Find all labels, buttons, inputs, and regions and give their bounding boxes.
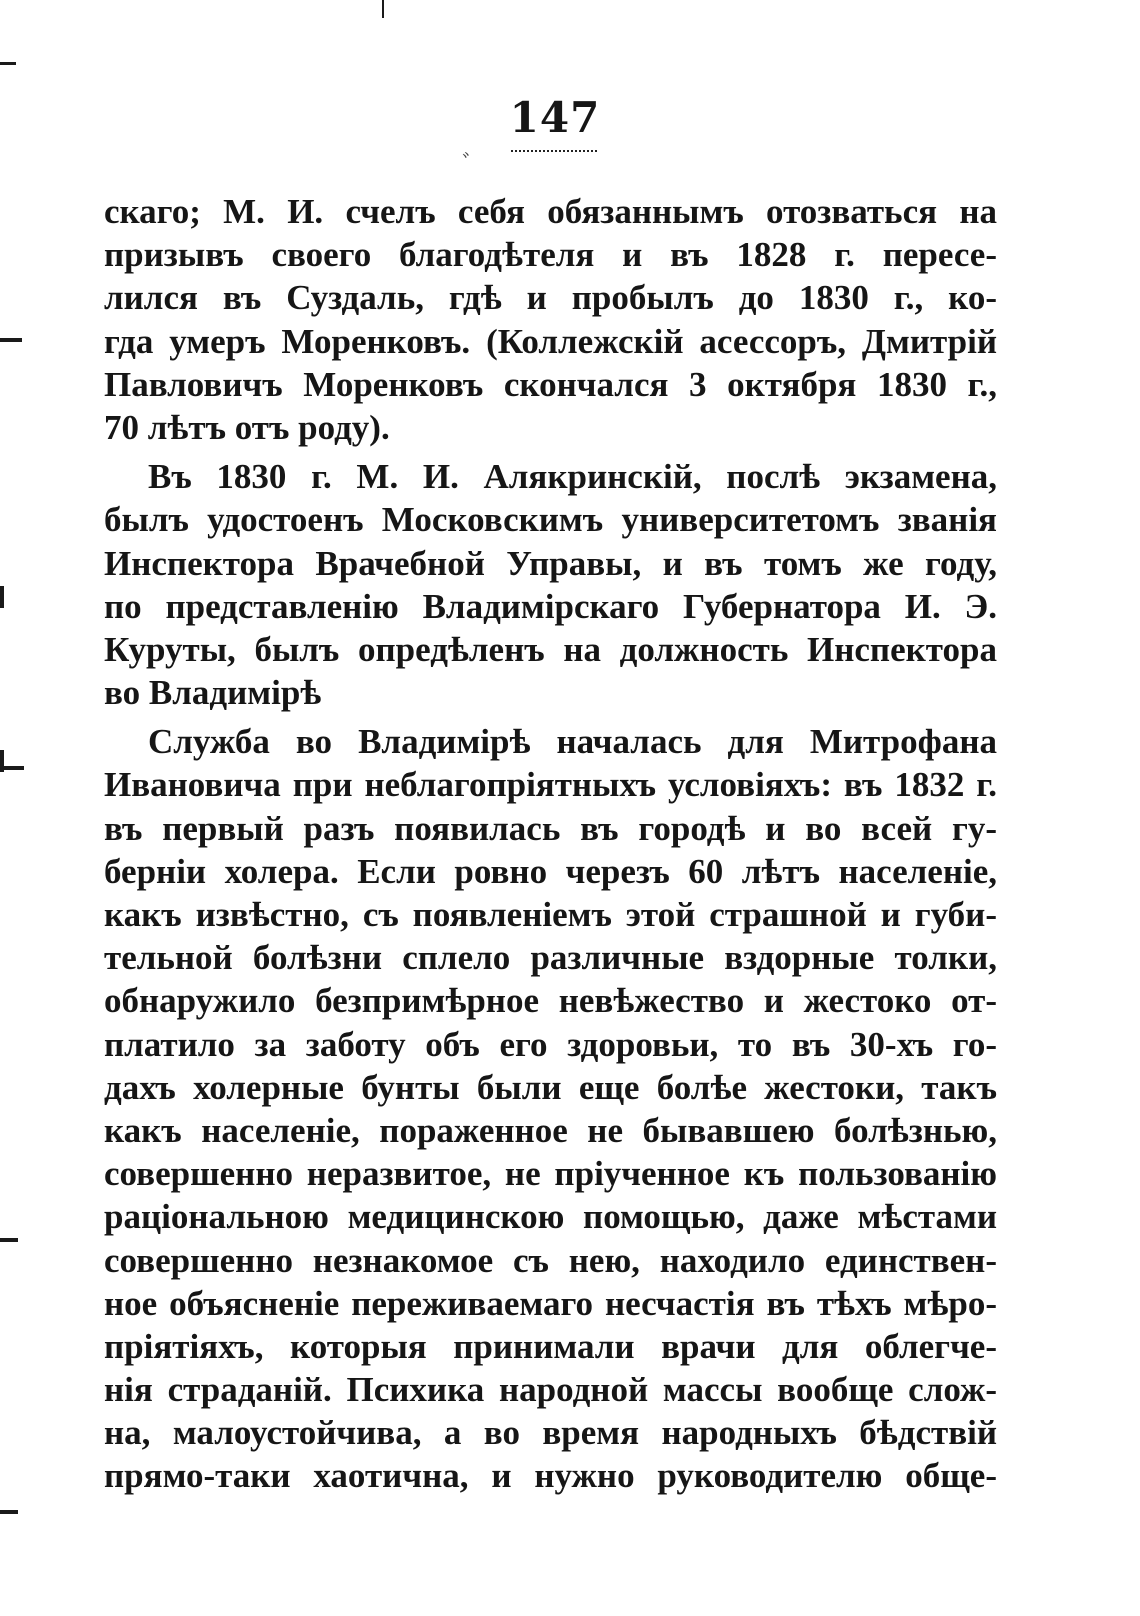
text-line: на, малоустойчива, а во время народныхъ бѣдствій <box>104 1413 997 1453</box>
text-line: скаго; М. И. счелъ себя обязаннымъ отозваться на <box>104 192 997 231</box>
text-line: Служба во Владимірѣ началась для Митрофана <box>148 722 997 762</box>
margin-scan-mark <box>0 766 24 770</box>
text-line: обнаружило безпримѣрное невѣжество и жестоко от- <box>104 981 997 1021</box>
margin-scan-mark <box>0 1510 18 1514</box>
page-number-underline <box>511 150 597 152</box>
text-line: въ первый разъ появилась въ городѣ и во всей гу- <box>104 808 997 848</box>
text-line: гда умеръ Моренковъ. (Коллежскій асессоръ, Дмитрій <box>104 321 997 361</box>
text-line: совершенно неразвитое, не пріученное къ пользованію <box>104 1154 997 1194</box>
text-line: тельной болѣзни сплело различные вздорные толки, <box>104 938 997 978</box>
text-line: дахъ холерные бунты были еще болѣе жестоки, такъ <box>104 1067 997 1107</box>
text-line: Инспектора Врачебной Управы, и въ томъ же году, <box>104 543 997 583</box>
text-line: ное объясненіе переживаемаго несчастія въ тѣхъ мѣро- <box>104 1283 997 1323</box>
margin-scan-mark <box>0 1238 18 1242</box>
text-line: платило за заботу объ его здоровьи, то въ 30-хъ го- <box>104 1024 997 1064</box>
page-number: 147 <box>509 93 601 142</box>
paragraph-3 <box>104 720 997 1497</box>
text-line: Въ 1830 г. М. И. Алякринскій, послѣ экзамена, <box>148 457 997 497</box>
ink-speck: ﾞ <box>462 150 474 178</box>
paragraph-2 <box>104 455 997 714</box>
text-line: прямо-таки хаотична, и нужно руководителю обще- <box>104 1456 997 1496</box>
text-line: Куруты, былъ опредѣленъ на должность Инспектора <box>104 629 997 669</box>
top-scan-mark <box>382 0 384 18</box>
text-line: раціональною медицинскою помощью, даже мѣстами <box>104 1197 997 1237</box>
text-line: совершенно незнакомое съ нею, находило единствен- <box>104 1240 997 1280</box>
margin-scan-mark <box>0 62 16 65</box>
text-line: былъ удостоенъ Московскимъ университетомъ званія <box>104 500 997 540</box>
text-line: во Владимірѣ <box>104 673 322 713</box>
text-line: по представленію Владимірскаго Губернатора И. Э. <box>104 586 997 626</box>
text-line: нія страданій. Психика народной массы вообще слож- <box>104 1370 997 1410</box>
body-text <box>104 190 997 1498</box>
text-line: лился въ Суздаль, гдѣ и пробылъ до 1830 г., ко- <box>104 278 997 318</box>
margin-scan-mark <box>0 586 4 608</box>
text-line: 70 лѣтъ отъ роду). <box>104 407 390 447</box>
paragraph-1 <box>104 190 997 449</box>
text-line: какъ извѣстно, съ появленіемъ этой страшной и губи- <box>104 895 997 934</box>
margin-scan-mark <box>0 338 22 342</box>
text-line: Павловичъ Моренковъ скончался 3 октября 1830 г., <box>104 364 997 404</box>
text-line: какъ населеніе, пораженное не бывавшею болѣзнью, <box>104 1110 997 1150</box>
text-line: пріятіяхъ, которыя принимали врачи для облегче- <box>104 1326 997 1366</box>
text-line: призывъ своего благодѣтеля и въ 1828 г. пересе- <box>104 235 997 275</box>
text-line: берніи холера. Если ровно черезъ 60 лѣтъ населеніе, <box>104 851 997 891</box>
text-line: Ивановича при неблагопріятныхъ условіяхъ: въ 1832 г. <box>104 765 997 805</box>
